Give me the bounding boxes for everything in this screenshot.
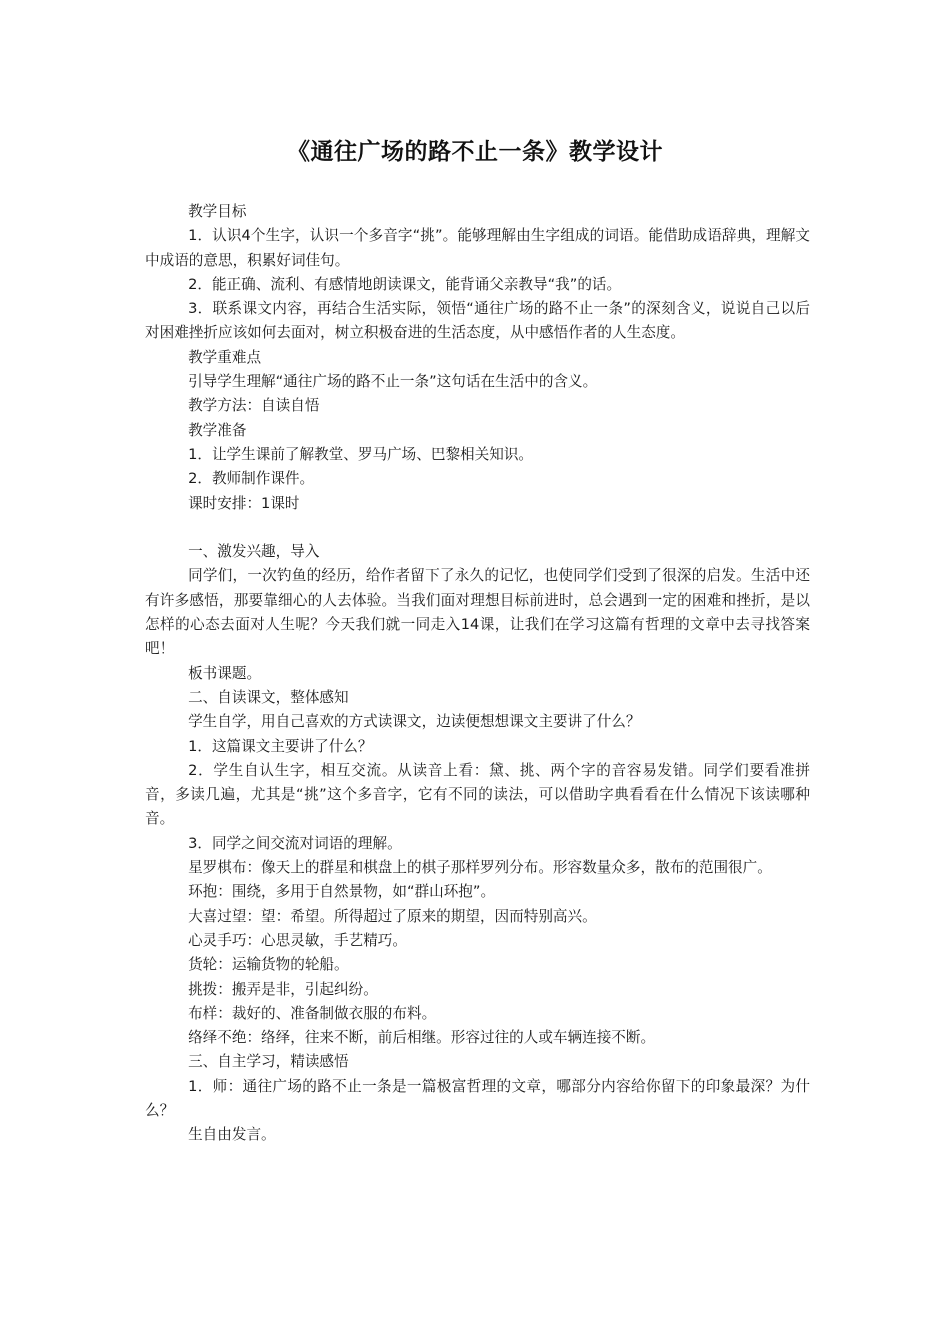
paragraph: 二、自读课文，整体感知 xyxy=(188,688,349,706)
paragraph: 货轮：运输货物的轮船。 xyxy=(188,956,349,974)
paragraph: 同学们，一次钓鱼的经历，给作者留下了永久的记忆，也使同学们受到了很深的启发。生活中还有许多感悟，那要靠细心的人去体验。当我们面对理想目标前进时，总会遇到一定的困难和挫折，是以怎样的心态去面对人生呢？今天我们就一同走入14课，让我们在学习这篇有哲理的文章中去寻找答案吧！ xyxy=(145,567,810,658)
paragraph: 一、激发兴趣，导入 xyxy=(188,543,320,561)
paragraph: 络绎不绝：络绎，往来不断，前后相继。形容过往的人或车辆连接不断。 xyxy=(188,1029,656,1047)
paragraph: 教学目标 xyxy=(188,203,247,220)
paragraph: 教学重难点 xyxy=(188,348,262,366)
paragraph: 教学方法：自读自悟 xyxy=(188,397,320,415)
paragraph: 2．能正确、流利、有感情地朗读课文，能背诵父亲教导“我”的话。 xyxy=(188,275,622,293)
document-title: 《通往广场的路不止一条》教学设计 xyxy=(287,139,663,165)
paragraph: 引导学生理解“通往广场的路不止一条”这句话在生活中的含义。 xyxy=(188,373,598,391)
paragraph: 三、自主学习，精读感悟 xyxy=(188,1053,349,1071)
paragraph: 3．联系课文内容，再结合生活实际，领悟“通往广场的路不止一条”的深刻含义，说说自己以后对困难挫折应该如何去面对，树立积极奋进的生活态度，从中感悟作者的人生态度。 xyxy=(145,300,810,342)
paragraph: 挑拨：搬弄是非，引起纠纷。 xyxy=(188,980,378,998)
paragraph: 2．学生自认生字，相互交流。从读音上看：黛、挑、两个字的音容易发错。同学们要看准拼音，多读几遍，尤其是“挑”这个多音字，它有不同的读法，可以借助字典看看在什么情况下该读哪种音。 xyxy=(145,761,810,828)
paragraph: 1．让学生课前了解教堂、罗马广场、巴黎相关知识。 xyxy=(188,445,534,463)
paragraph: 1．师：通往广场的路不止一条是一篇极富哲理的文章，哪部分内容给你留下的印象最深？为什么？ xyxy=(145,1077,810,1119)
paragraph: 布样：裁好的、准备制做衣服的布料。 xyxy=(188,1004,437,1022)
paragraph: 3．同学之间交流对词语的理解。 xyxy=(188,834,402,852)
blank-line xyxy=(145,516,810,540)
paragraph: 板书课题。 xyxy=(188,664,262,682)
paragraph: 2．教师制作课件。 xyxy=(188,470,315,488)
paragraph: 大喜过望：望：希望。所得超过了原来的期望，因而特别高兴。 xyxy=(188,907,597,925)
paragraph: 环抱：围绕，多用于自然景物，如“群山环抱”。 xyxy=(188,883,496,901)
paragraph: 学生自学，用自己喜欢的方式读课文，边读便想想课文主要讲了什么？ xyxy=(188,713,641,731)
paragraph: 心灵手巧：心思灵敏，手艺精巧。 xyxy=(188,931,407,949)
paragraph: 1．这篇课文主要讲了什么？ xyxy=(188,737,373,755)
paragraph: 1．认识4个生字，认识一个多音字“挑”。能够理解由生字组成的词语。能借助成语辞典，理解文中成语的意思，积累好词佳句。 xyxy=(145,227,810,269)
paragraph: 生自由发言。 xyxy=(188,1126,276,1144)
paragraph: 课时安排：1课时 xyxy=(188,494,300,512)
paragraph: 教学准备 xyxy=(188,421,247,439)
paragraph: 星罗棋布：像天上的群星和棋盘上的棋子那样罗列分布。形容数量众多，散布的范围很广。 xyxy=(188,859,772,877)
document-body xyxy=(145,200,810,1148)
